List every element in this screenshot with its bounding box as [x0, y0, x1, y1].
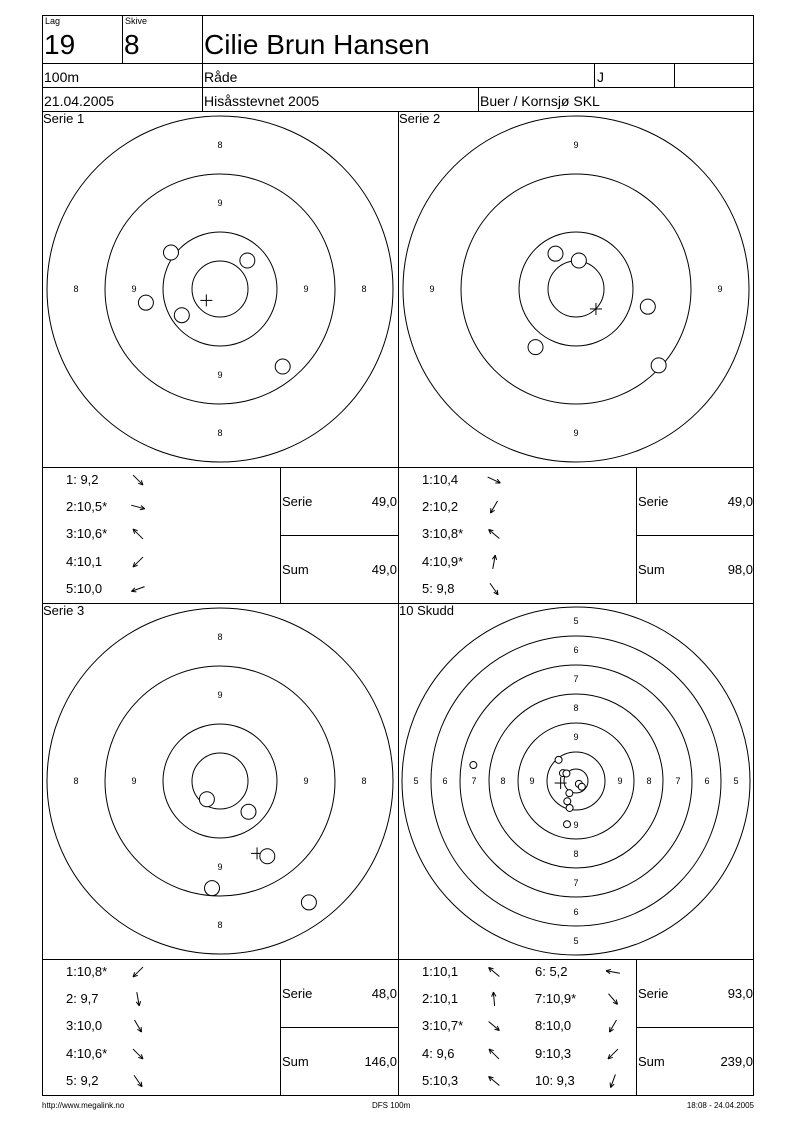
- place: Råde: [204, 69, 238, 85]
- shot-score: 10: 9,3: [535, 1072, 575, 1088]
- direction-arrow-icon: [128, 1044, 148, 1064]
- shot-score: 4: 9,6: [422, 1045, 455, 1061]
- shot-score: 6: 5,2: [535, 964, 568, 979]
- shot-score: 1: 9,2: [66, 472, 99, 487]
- shot-hole: [275, 359, 290, 374]
- ring-label: 8: [573, 703, 579, 713]
- direction-arrow-icon: [603, 1071, 623, 1091]
- ring-label: 9: [429, 284, 435, 294]
- direction-arrow-icon: [484, 1016, 504, 1036]
- shot-hole: [241, 804, 256, 819]
- ring-label: 8: [217, 920, 223, 930]
- ring-label: 6: [573, 907, 579, 917]
- shot-score: 4:10,1: [66, 553, 103, 569]
- ring-label: 8: [73, 284, 79, 294]
- sum-label: Sum: [638, 562, 665, 577]
- ring-label: 8: [646, 776, 652, 786]
- ring-label: 6: [442, 776, 448, 786]
- target-serie-2: [398, 111, 754, 467]
- class: J: [597, 69, 604, 85]
- shot-score: 2:10,2: [422, 499, 459, 515]
- shot-hole: [578, 783, 585, 790]
- ring-label: 9: [717, 284, 723, 294]
- shot-score: 8:10,0: [535, 1018, 572, 1034]
- ring-label: 9: [217, 690, 223, 700]
- direction-arrow-icon: [603, 1016, 623, 1036]
- sum-label: Sum: [282, 562, 309, 577]
- shot-score: 7:10,9*: [535, 991, 577, 1007]
- ring-label: 9: [617, 776, 623, 786]
- shot-score: 2:10,5*: [66, 499, 108, 515]
- ring-label: 8: [73, 776, 79, 786]
- ring-label: 8: [217, 428, 223, 438]
- direction-arrow-icon: [484, 552, 504, 572]
- shot-hole: [199, 792, 214, 807]
- ring-label: 9: [573, 820, 579, 830]
- ring-label: 9: [131, 776, 137, 786]
- shot-hole: [555, 756, 562, 763]
- ring-label: 6: [573, 645, 579, 655]
- shot-hole: [566, 790, 573, 797]
- ring-label: 9: [573, 732, 579, 742]
- shot-score: 2: 9,7: [66, 991, 99, 1007]
- shot-hole: [640, 299, 655, 314]
- panel-title-2: Serie 2: [399, 111, 441, 126]
- shot-hole: [564, 798, 571, 805]
- target-ring: [47, 608, 393, 954]
- ring-label: 9: [303, 776, 309, 786]
- shot-score: 3:10,0: [66, 1018, 103, 1034]
- ring-label: 9: [573, 428, 579, 438]
- shot-hole: [548, 246, 563, 261]
- ring-label: 5: [733, 776, 739, 786]
- shot-hole: [163, 245, 178, 260]
- serie-label: Serie: [638, 494, 669, 509]
- direction-arrow-icon: [128, 470, 148, 490]
- shot-hole: [138, 295, 153, 310]
- shot-hole: [470, 762, 477, 769]
- ring-label: 5: [413, 776, 419, 786]
- direction-arrow-icon: [128, 497, 148, 517]
- ring-label: 9: [573, 140, 579, 150]
- ring-label: 7: [573, 674, 579, 684]
- shot-hole: [205, 881, 220, 896]
- target-ring: [163, 724, 277, 838]
- target-ring: [402, 607, 750, 955]
- shot-score: 5:10,0: [66, 580, 103, 596]
- shot-hole: [564, 821, 571, 828]
- direction-arrow-icon: [128, 552, 148, 572]
- direction-arrow-icon: [128, 1071, 148, 1091]
- ring-label: 8: [573, 849, 579, 859]
- target-ring: [47, 116, 393, 462]
- direction-arrow-icon: [603, 962, 623, 982]
- skive-label: Skive: [125, 16, 148, 26]
- ring-label: 9: [217, 370, 223, 380]
- club: Buer / Kornsjø SKL: [480, 93, 600, 109]
- direction-arrow-icon: [603, 1044, 623, 1064]
- lag-value: 19: [44, 29, 76, 60]
- shot-hole: [563, 770, 570, 777]
- target-ring: [519, 232, 633, 346]
- ring-label: 8: [217, 632, 223, 642]
- ring-label: 5: [573, 936, 579, 946]
- ring-label: 7: [573, 878, 579, 888]
- footer-url: http://www.megalink.no: [42, 1101, 125, 1110]
- direction-arrow-icon: [128, 524, 148, 544]
- direction-arrow-icon: [484, 962, 504, 982]
- shot-score: 3:10,7*: [422, 1018, 464, 1034]
- shot-score: 4:10,6*: [66, 1045, 108, 1061]
- shot-hole: [301, 895, 316, 910]
- shot-score: 4:10,9*: [422, 553, 464, 569]
- ring-label: 8: [500, 776, 506, 786]
- skive-value: 8: [124, 29, 140, 60]
- sum-label: Sum: [638, 1054, 665, 1069]
- shot-hole: [571, 253, 586, 268]
- shot-score: 1:10,4: [422, 472, 459, 487]
- target-ring: [403, 116, 749, 462]
- ring-label: 7: [675, 776, 681, 786]
- ring-label: 9: [131, 284, 137, 294]
- panel-title-4: 10 Skudd: [399, 603, 454, 618]
- sum-label: Sum: [282, 1054, 309, 1069]
- target-ring: [163, 232, 277, 346]
- target-ring: [460, 665, 692, 897]
- direction-arrow-icon: [128, 989, 148, 1009]
- target-serie-1: [42, 111, 398, 467]
- shot-hole: [174, 308, 189, 323]
- panel-title-1: Serie 1: [43, 111, 85, 126]
- target-10-skudd: [398, 603, 754, 959]
- direction-arrow-icon: [128, 1016, 148, 1036]
- shooter-name: Cilie Brun Hansen: [204, 29, 430, 60]
- serie-label: Serie: [282, 986, 313, 1001]
- ring-label: 8: [361, 776, 367, 786]
- shot-hole: [566, 804, 573, 811]
- ring-label: 7: [471, 776, 477, 786]
- ring-label: 9: [529, 776, 535, 786]
- target-serie-3: [42, 603, 398, 959]
- panel-title-3: Serie 3: [43, 603, 85, 618]
- ring-label: 9: [217, 198, 223, 208]
- direction-arrow-icon: [128, 579, 148, 599]
- distance: 100m: [44, 69, 80, 85]
- footer-timestamp: 18:08 - 24.04.2005: [686, 1101, 754, 1110]
- shot-score: 9:10,3: [535, 1045, 572, 1061]
- ring-label: 5: [573, 616, 579, 626]
- date: 21.04.2005: [44, 93, 115, 109]
- direction-arrow-icon: [484, 1071, 504, 1091]
- shot-score: 2:10,1: [422, 991, 459, 1007]
- serie-label: Serie: [638, 986, 669, 1001]
- ring-label: 6: [704, 776, 710, 786]
- serie-label: Serie: [282, 494, 313, 509]
- ring-label: 8: [361, 284, 367, 294]
- target-ring: [489, 694, 663, 868]
- shot-hole: [651, 358, 666, 373]
- direction-arrow-icon: [484, 579, 504, 599]
- shot-hole: [528, 340, 543, 355]
- shot-hole: [240, 253, 255, 268]
- shot-score: 5:10,3: [422, 1072, 459, 1088]
- shot-score: 1:10,8*: [66, 964, 108, 979]
- shot-score: 5: 9,2: [66, 1072, 99, 1088]
- shot-score: 3:10,6*: [66, 526, 108, 542]
- ring-label: 9: [217, 862, 223, 872]
- direction-arrow-icon: [484, 989, 504, 1009]
- shot-hole: [260, 849, 275, 864]
- direction-arrow-icon: [484, 470, 504, 490]
- direction-arrow-icon: [603, 989, 623, 1009]
- shot-score: 1:10,1: [422, 964, 459, 979]
- target-ring: [192, 261, 248, 317]
- ring-label: 8: [217, 140, 223, 150]
- event: Hisåsstevnet 2005: [204, 93, 320, 109]
- lag-label: Lag: [45, 16, 61, 26]
- footer-center: DFS 100m: [372, 1101, 411, 1110]
- direction-arrow-icon: [484, 1044, 504, 1064]
- direction-arrow-icon: [484, 497, 504, 517]
- direction-arrow-icon: [484, 524, 504, 544]
- direction-arrow-icon: [128, 962, 148, 982]
- shot-score: 5: 9,8: [422, 580, 455, 596]
- ring-label: 9: [303, 284, 309, 294]
- shot-score: 3:10,8*: [422, 526, 464, 542]
